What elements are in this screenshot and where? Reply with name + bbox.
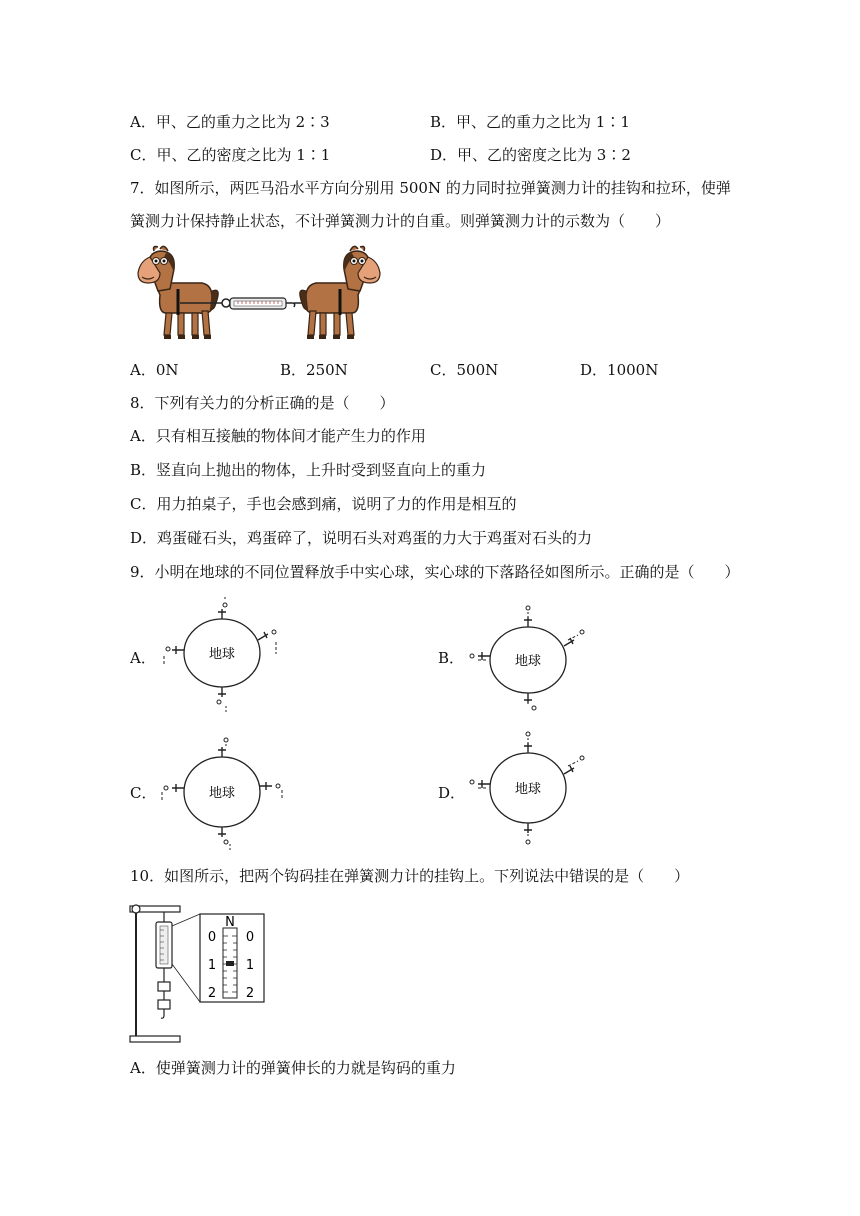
spring-scale-icon <box>222 298 295 309</box>
q9-option-a: A． <box>130 649 156 667</box>
q6-option-b: B．甲、乙的重力之比为 1∶1 <box>430 113 630 131</box>
q7-option-d: D．1000N <box>580 361 659 379</box>
earth-label: 地球 <box>208 786 236 801</box>
q7-stem-line1: 7．如图所示，两匹马沿水平方向分别用 500N 的力同时拉弹簧测力计的挂钩和拉环，使弹 <box>130 179 731 197</box>
q10-stem: 10．如图所示，把两个钩码挂在弹簧测力计的挂钩上。下列说法中错误的是（ ） <box>130 867 690 885</box>
tick-label-right-0: 0 <box>245 930 255 945</box>
q8-option-c: C．用力拍桌子，手也会感到痛，说明了力的作用是相互的 <box>130 495 517 513</box>
q8-stem: 8．下列有关力的分析正确的是（ ） <box>130 394 395 412</box>
q7-stem-line2: 簧测力计保持静止状态，不计弹簧测力计的自重。则弹簧测力计的示数为（ ） <box>130 212 671 230</box>
q9-figure-d <box>458 726 598 850</box>
tick-label-left-0: 0 <box>207 930 217 945</box>
tick-label-right-2: 2 <box>245 986 255 1001</box>
q9-figure-a <box>152 592 292 714</box>
q10-option-a: A．使弹簧测力计的弹簧伸长的力就是钩码的重力 <box>130 1059 456 1077</box>
q9-option-b: B． <box>438 649 465 667</box>
q7-option-b: B．250N <box>280 361 348 379</box>
q6-option-c: C．甲、乙的密度之比为 1∶1 <box>130 146 331 164</box>
horses-spring-scale-figure <box>130 243 390 343</box>
earth-label: 地球 <box>514 654 542 669</box>
tick-label-left-1: 1 <box>207 958 217 973</box>
left-horse-icon <box>138 246 218 339</box>
q8-option-a: A．只有相互接触的物体间才能产生力的作用 <box>130 427 426 445</box>
tick-label-left-2: 2 <box>207 986 217 1001</box>
q8-option-d: D．鸡蛋碰石头，鸡蛋碎了，说明石头对鸡蛋的力大于鸡蛋对石头的力 <box>130 529 593 547</box>
earth-label: 地球 <box>514 782 542 797</box>
earth-label: 地球 <box>208 647 236 662</box>
tick-label-right-1: 1 <box>245 958 255 973</box>
q9-figure-c <box>152 730 292 852</box>
q8-option-b: B．竖直向上抛出的物体，上升时受到竖直向上的重力 <box>130 461 487 479</box>
q6-option-a: A．甲、乙的重力之比为 2∶3 <box>130 113 330 131</box>
q7-option-a: A．0N <box>130 361 179 379</box>
q9-option-d: D． <box>438 784 466 802</box>
q10-spring-scale-stand-figure <box>128 896 276 1046</box>
q9-stem: 9．小明在地球的不同位置释放手中实心球，实心球的下落路径如图所示。正确的是（ ） <box>130 563 740 581</box>
q9-figure-b <box>458 598 598 716</box>
q9-option-c: C． <box>130 784 157 802</box>
q6-option-d: D．甲、乙的密度之比为 3∶2 <box>430 146 631 164</box>
right-horse-icon <box>300 246 380 339</box>
scale-unit-label: N <box>225 915 235 930</box>
q7-option-c: C．500N <box>430 361 499 379</box>
